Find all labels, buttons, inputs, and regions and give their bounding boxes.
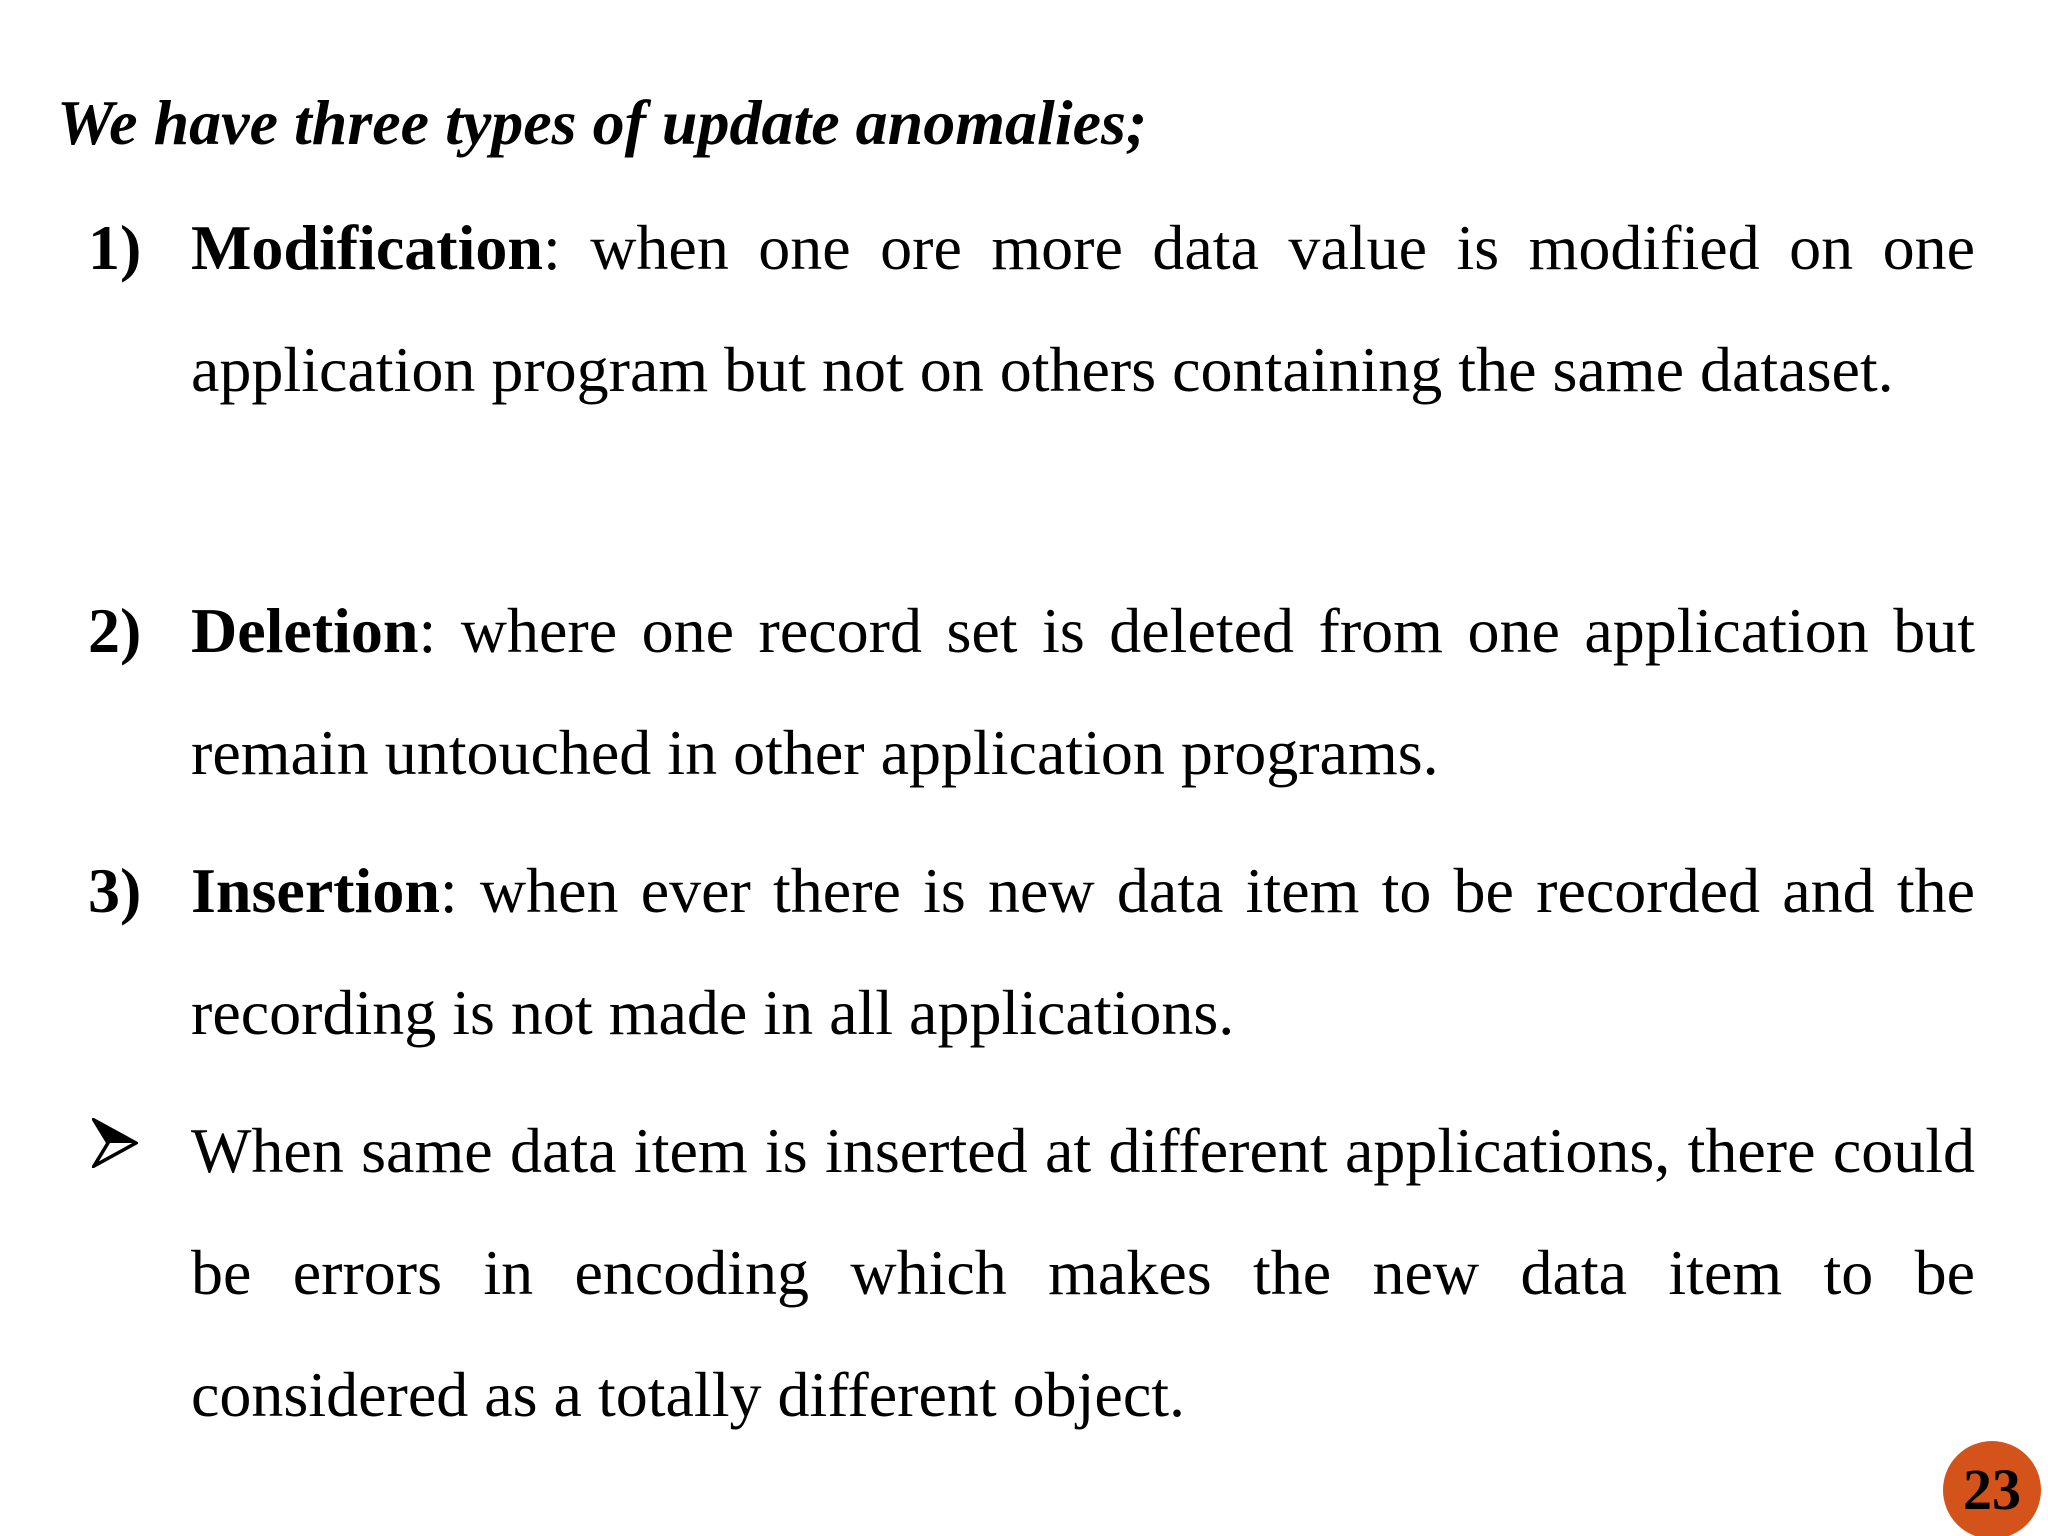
list-number: 2) xyxy=(88,595,142,666)
term-label: Insertion xyxy=(191,855,440,926)
term-description: : when one ore more data value is modified on one application program but not on others containing the same dataset. xyxy=(191,212,1975,405)
arrow-bullet-icon xyxy=(92,1118,138,1168)
list-number: 1) xyxy=(88,212,142,283)
term-label: Deletion xyxy=(191,595,419,666)
list-number: 3) xyxy=(88,855,142,926)
term-label: Modification xyxy=(191,212,543,283)
term-description: : where one record set is deleted from one application but remain untouched in other application programs. xyxy=(191,595,1975,788)
note-text: When same data item is inserted at different applications, there could be errors in encoding which makes the new data item to be considered as a totally different object. xyxy=(191,1115,1975,1430)
list-item-text xyxy=(191,187,1975,431)
page-number-badge: 23 xyxy=(1943,1441,2041,1536)
slide-heading: We have three types of update anomalies; xyxy=(57,87,1148,158)
list-item-text xyxy=(191,830,1975,1074)
list-item-text xyxy=(191,570,1975,814)
term-description: : when ever there is new data item to be recorded and the recording is not made in all applications. xyxy=(191,855,1975,1048)
